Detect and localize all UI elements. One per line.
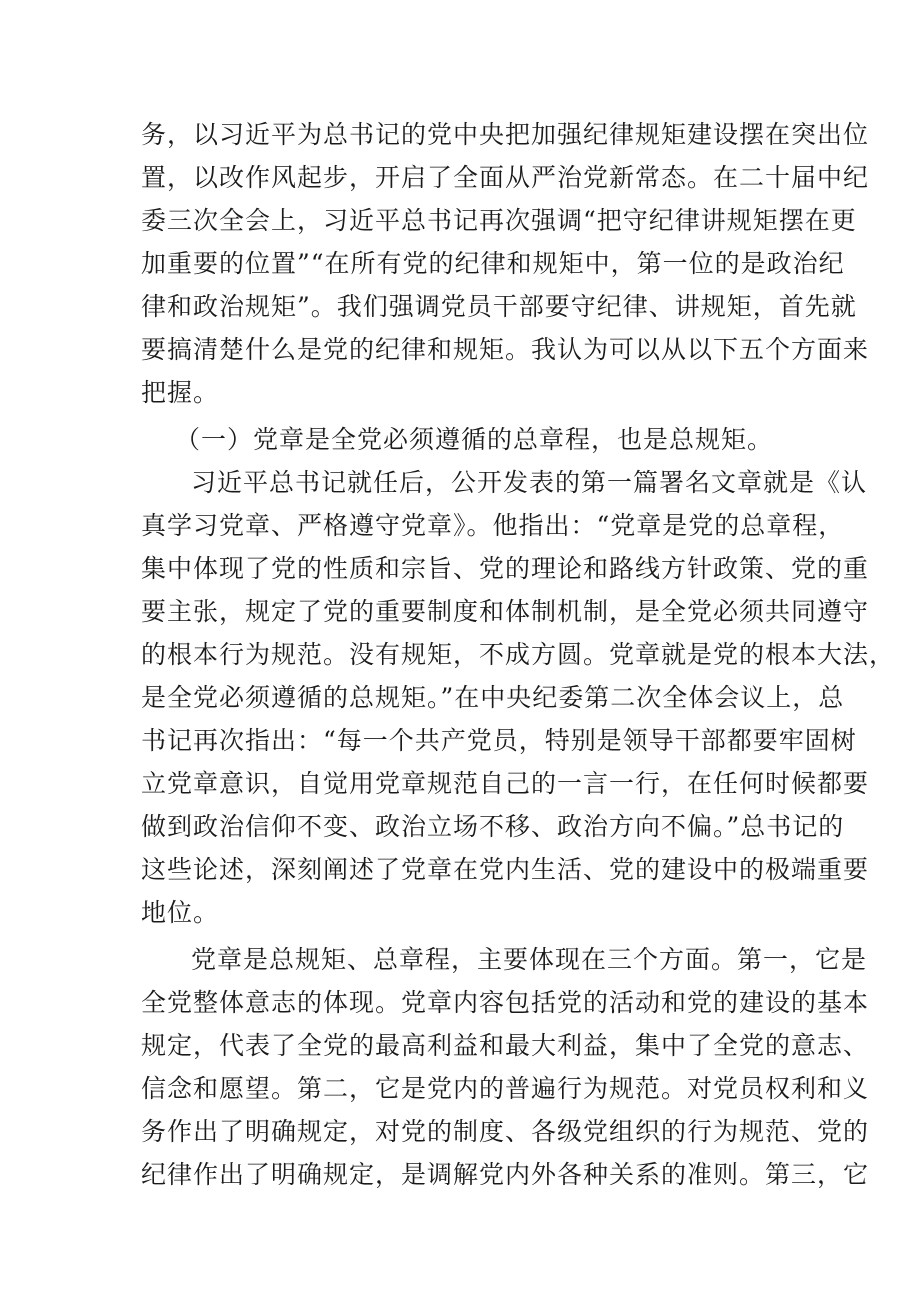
text-line: 纪律作出了明确规定，是调解党内外各种关系的准则。第三，它 (141, 1160, 870, 1189)
text-line: 委三次全会上，习近平总书记再次强调“把守纪律讲规矩摆在更 (141, 206, 857, 235)
section-heading (141, 418, 781, 461)
text-line: 书记再次指出：“每一个共产党员，特别是领导干部都要牢固树 (141, 726, 857, 755)
text-line: 真学习党章、严格遵守党章》。他指出：“党章是党的总章程， (141, 511, 845, 540)
text-line: 的根本行为规范。没有规矩，不成方圆。党章就是党的根本大法， (141, 640, 896, 669)
heading-text: （一）党章是全党必须遵循的总章程，也是总规矩。 (175, 425, 774, 454)
text-line: 党章是总规矩、总章程，主要体现在三个方面。第一，它是 (191, 945, 868, 974)
text-line: 加重要的位置”“在所有党的纪律和规矩中，第一位的是政治纪 (141, 249, 845, 278)
text-line: 规定，代表了全党的最高利益和最大利益，集中了全党的意志、 (141, 1031, 870, 1060)
paragraph-3 (141, 938, 870, 1196)
text-line: 把握。 (141, 378, 220, 407)
text-line: 集中体现了党的性质和宗旨、党的理论和路线方针政策、党的重 (141, 554, 870, 583)
paragraph-intro (141, 113, 870, 414)
text-line: 地位。 (141, 898, 220, 927)
text-line: 务，以习近平为总书记的党中央把加强纪律规矩建设摆在突出位 (141, 120, 870, 149)
text-line: 这些论述，深刻阐述了党章在党内生活、党的建设中的极端重要 (141, 855, 870, 884)
text-line: 做到政治信仰不变、政治立场不移、政治方向不偏。”总书记的 (141, 812, 845, 841)
text-line: 置，以改作风起步，开启了全面从严治党新常态。在二十届中纪 (141, 163, 870, 192)
text-line: 要搞清楚什么是党的纪律和规矩。我认为可以从以下五个方面来 (141, 335, 870, 364)
text-line: 是全党必须遵循的总规矩。”在中央纪委第二次全体会议上，总 (141, 683, 845, 712)
paragraph-2 (141, 461, 896, 934)
text-line: 立党章意识，自觉用党章规范自己的一言一行，在任何时候都要 (141, 769, 870, 798)
text-line: 要主张，规定了党的重要制度和体制机制，是全党必须共同遵守 (141, 597, 870, 626)
text-line: 习近平总书记就任后，公开发表的第一篇署名文章就是《认 (191, 468, 868, 497)
text-line: 务作出了明确规定，对党的制度、各级党组织的行为规范、党的 (141, 1117, 870, 1146)
text-line: 律和政治规矩”。我们强调党员干部要守纪律、讲规矩，首先就 (141, 292, 857, 321)
text-line: 全党整体意志的体现。党章内容包括党的活动和党的建设的基本 (141, 988, 870, 1017)
text-line: 信念和愿望。第二，它是党内的普遍行为规范。对党员权利和义 (141, 1074, 870, 1103)
